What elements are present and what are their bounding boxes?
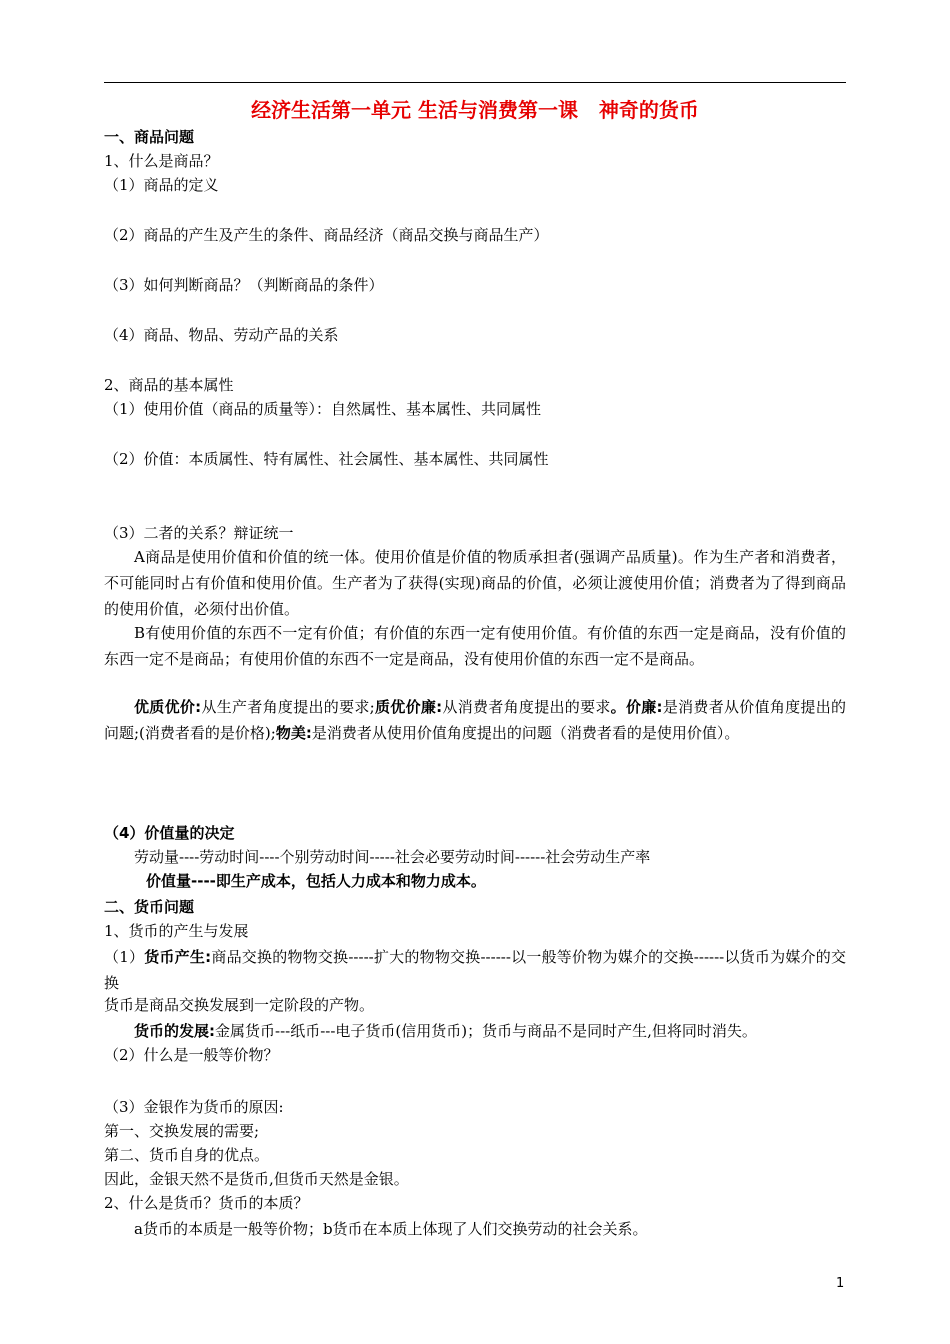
text-producer: 从生产者角度提出的要求; (201, 698, 375, 716)
value-quantity-def: 价值量----即生产成本，包括人力成本和物力成本。 (146, 872, 486, 890)
question-1: 1、什么是商品？ (104, 152, 219, 170)
page-number: 1 (836, 1276, 845, 1291)
question-2: 2、商品的基本属性 (104, 376, 234, 394)
paragraph-quality-price (104, 694, 846, 746)
paragraph-money-origin (104, 944, 846, 996)
section-heading-commodity: 一、商品问题 (104, 128, 195, 146)
paragraph-a: A商品是使用价值和价值的统一体。使用价值是价值的物质承担者(强调产品质量)。作为生产者和消费者，不可能同时占有价值和使用价值。生产者为了获得(实现)商品的价值，必须让渡使用价值；消费者为了得到商品的使用价值，必须付出价值。 (104, 548, 846, 618)
money-essence: a货币的本质是一般等价物；b货币在本质上体现了人们交换劳动的社会关系。 (134, 1220, 648, 1238)
item-use-value: （1）使用价值（商品的质量等）：自然属性、基本属性、共同属性 (104, 400, 542, 418)
text-use: 是消费者从使用价值角度提出的问题（消费者看的是使用价值）。 (311, 724, 740, 742)
term-money-origin: 货币产生: (144, 948, 212, 966)
money-development (134, 1020, 757, 1042)
reason-conclusion: 因此，金银天然不是货币,但货币天然是金银。 (104, 1170, 409, 1188)
money-question-equivalent: （2）什么是一般等价物？ (104, 1046, 279, 1064)
money-question-1: 1、货币的产生与发展 (104, 922, 249, 940)
term-money-development: 货币的发展: (134, 1022, 215, 1040)
text-price: 是消费者从价值角度提出的问题;(消费者看的是价格); (104, 698, 847, 742)
item-origin: （2）商品的产生及产生的条件、商品经济（商品交换与商品生产） (104, 226, 549, 244)
term-cheap: 。价廉: (610, 698, 663, 716)
item-definition: （1）商品的定义 (104, 176, 219, 194)
money-development-text: 金属货币---纸币---电子货币(信用货币)；货币与商品不是同时产生,但将同时消失。 (215, 1022, 757, 1040)
item-value-quantity: （4）价值量的决定 (104, 824, 235, 842)
item-dialectic: （3）二者的关系？辩证统一 (104, 524, 294, 542)
item-value: （2）价值：本质属性、特有属性、社会属性、基本属性、共同属性 (104, 450, 549, 468)
header-rule (104, 82, 846, 83)
money-question-gold: （3）金银作为货币的原因: (104, 1098, 284, 1116)
item-judge: （3）如何判断商品？（判断商品的条件） (104, 276, 384, 294)
labor-chain: 劳动量----劳动时间----个别劳动时间-----社会必要劳动时间------社会劳动生产率 (134, 848, 651, 866)
term-quality-price: 优质优价: (134, 698, 202, 716)
reason-1: 第一、交换发展的需要; (104, 1122, 260, 1140)
text-consumer: 从消费者角度提出的要求 (442, 698, 611, 716)
term-quality-cheap: 质优价廉: (374, 698, 443, 716)
document-title: 经济生活第一单元 生活与消费第一课 神奇的货币 (251, 98, 699, 122)
paragraph-b: B有使用价值的东西不一定有价值；有价值的东西一定有使用价值。有价值的东西一定是商品，没有价值的东西一定不是商品；有使用价值的东西不一定是商品，没有使用价值的东西一定不是商品。 (104, 624, 846, 668)
item-relation: （4）商品、物品、劳动产品的关系 (104, 326, 339, 344)
money-product: 货币是商品交换发展到一定阶段的产物。 (104, 996, 375, 1014)
money-question-2: 2、什么是货币？货币的本质？ (104, 1194, 309, 1212)
money-item-1-num: （1） (104, 948, 145, 966)
term-beauty: 物美: (275, 724, 312, 742)
money-origin-text: 商品交换的物物交换-----扩大的物物交换------以一般等价物为媒介的交换------以货币为媒介的交换 (104, 948, 847, 992)
section-heading-money: 二、货币问题 (104, 898, 195, 916)
reason-2: 第二、货币自身的优点。 (104, 1146, 270, 1164)
